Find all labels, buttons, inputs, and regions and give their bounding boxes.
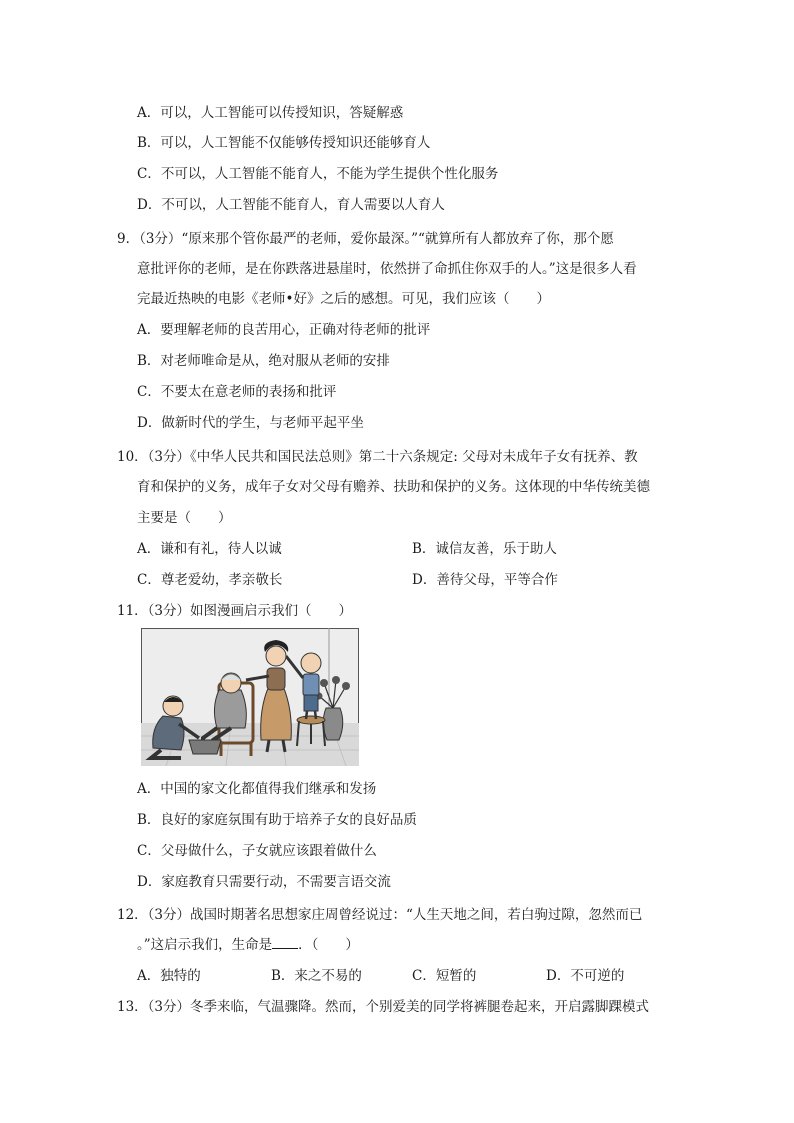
q9-option-d: D．做新时代的学生，与老师平起平坐 (137, 415, 364, 431)
q8-option-d: D．不可以，人工智能不能育人，育人需要以人育人 (137, 197, 445, 213)
q10-option-d: D．善待父母，平等合作 (412, 572, 558, 588)
q11-option-c: C．父母做什么，子女就应该跟着做什么 (137, 843, 377, 859)
q12-option-c: C．短暂的 (412, 968, 477, 984)
q12-stem-line2 (137, 936, 359, 954)
q9-option-a: A．要理解老师的良苦用心，正确对待老师的批评 (137, 322, 431, 338)
q12-stem-line1: 12．（3分）战国时期著名思想家庄周曾经说过：“人生天地之间，若白驹过隙，忽然而已 (117, 907, 643, 923)
q9-option-b: B．对老师唯命是从，绝对服从老师的安排 (137, 353, 390, 369)
q12-stem-line2-tail: ．（ ） (298, 937, 359, 953)
q8-option-b: B．可以，人工智能不仅能够传授知识还能够育人 (137, 135, 431, 151)
q12-option-d: D．不可逆的 (546, 968, 625, 984)
answer-blank (272, 936, 298, 949)
q10-stem-line1: 10．（3分）《中华人民共和国民法总则》第二十六条规定: 父母对未成年子女有抚养、教 (117, 449, 638, 465)
q10-option-b: B．诚信友善，乐于助人 (412, 541, 557, 557)
q12-option-a: A．独特的 (137, 968, 201, 984)
q10-option-a: A．谦和有礼，待人以诚 (137, 541, 282, 557)
q12-stem-line2-text: 。”这启示我们，生命是 (137, 937, 273, 953)
cartoon-image (141, 628, 359, 766)
q11-option-b: B．良好的家庭氛围有助于培养子女的良好品质 (137, 812, 417, 828)
q8-option-a: A．可以，人工智能可以传授知识，答疑解惑 (137, 105, 404, 121)
q10-stem-line2: 育和保护的义务，成年子女对父母有赡养、扶助和保护的义务。这体现的中华传统美德 (137, 479, 650, 495)
q10-stem-line3: 主要是（ ） (137, 510, 232, 526)
q10-option-c: C．尊老爱幼，孝亲敬长 (137, 572, 283, 588)
q13-stem-line1: 13．（3分）冬季来临，气温骤降。然而，个别爱美的同学将裤腿卷起来，开启露脚踝模式 (117, 999, 650, 1015)
q9-option-c: C．不要太在意老师的表扬和批评 (137, 384, 337, 400)
q9-stem-line2: 意批评你的老师，是在你跌落进悬崖时，依然拼了命抓住你双手的人。”这是很多人看 (137, 261, 637, 277)
q8-option-c: C．不可以，人工智能不能育人，不能为学生提供个性化服务 (137, 166, 499, 182)
q11-option-a: A．中国的家文化都值得我们继承和发扬 (137, 781, 377, 797)
q9-stem-line3: 完最近热映的电影《老师•好》之后的感想。可见，我们应该（ ） (137, 291, 550, 307)
q9-stem-line1: 9．（3分）“原来那个管你最严的老师，爱你最深。”“就算所有人都放弃了你，那个愿 (117, 231, 614, 247)
q11-option-d: D．家庭教育只需要行动，不需要言语交流 (137, 874, 391, 890)
q12-option-b: B．来之不易的 (271, 968, 362, 984)
q11-stem-line1: 11．（3分）如图漫画启示我们（ ） (117, 603, 353, 619)
